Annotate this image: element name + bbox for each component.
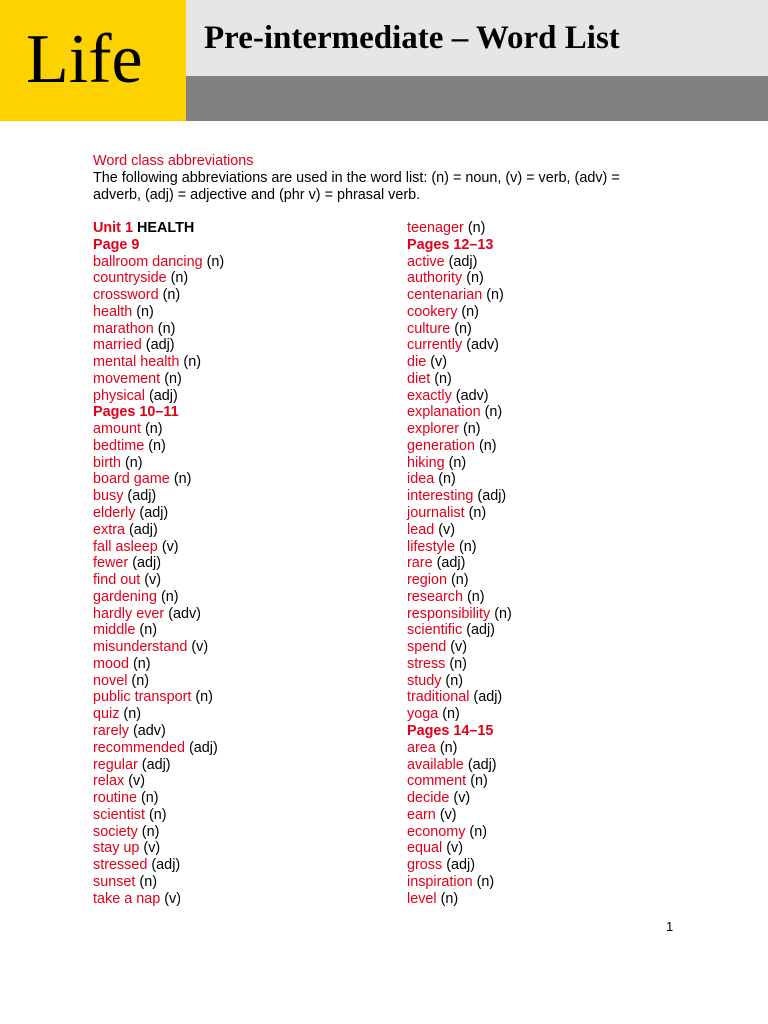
word: yoga [407,706,439,723]
word: rarely [93,722,129,739]
word-class: (n) [459,538,477,555]
word-class: (adj) [132,555,161,572]
word-class: (n) [467,588,485,605]
word-entry [407,471,707,488]
word-entry [407,840,707,857]
word-entry [93,673,393,690]
word: traditional [407,689,470,706]
word: journalist [407,505,465,522]
word-entry [93,706,393,723]
word-entry [93,505,393,522]
word-entry [407,790,707,807]
word-class: (n) [479,437,497,454]
word-class: (adj) [127,488,157,505]
word-class: (adj) [129,521,158,538]
word-class: (n) [162,287,181,304]
word-class: (adj) [149,387,178,404]
word: centenarian [407,287,483,304]
word: hiking [407,454,445,471]
word: earn [407,806,436,823]
page-header [0,0,768,121]
word-entry [93,874,393,891]
word: exactly [407,387,452,404]
word-entry [93,757,393,774]
word-class: (n) [467,220,486,236]
word-class: (n) [148,437,166,454]
word-class: (n) [183,354,201,371]
word: bedtime [93,437,145,454]
word-entry [407,488,707,505]
word: active [407,253,445,270]
word-class: (n) [125,454,143,471]
word-class: (adj) [151,857,181,874]
word-class: (adj) [466,622,495,639]
word: research [407,588,463,605]
word-class: (adv) [466,337,499,354]
word-entry [407,337,707,354]
word: stress [407,655,446,672]
word-entry [407,891,707,908]
word: sunset [93,873,136,890]
word-class: (n) [445,672,463,689]
unit-heading [93,220,393,237]
word-class: (adv) [455,387,489,404]
word-class: (v) [446,840,463,857]
word: scientific [407,622,463,639]
word: society [93,823,138,840]
word: extra [93,521,125,538]
word-entry [407,572,707,589]
word-entry [93,354,393,371]
word: lead [407,521,435,538]
word-class: (v) [144,572,161,589]
word-entry [407,287,707,304]
word-entry [93,723,393,740]
word: physical [93,387,145,404]
word: gardening [93,588,158,605]
word-class: (v) [161,538,179,555]
word-class: (n) [440,890,459,907]
word: idea [407,471,435,488]
word-class: (n) [468,505,487,522]
word-entry [407,321,707,338]
word-entry [407,857,707,874]
word: middle [93,622,136,639]
word: study [407,672,442,689]
word-class: (n) [136,303,154,320]
word: misunderstand [93,639,188,656]
section-heading-pages-12-13: Pages 12–13 [407,236,494,253]
word-class: (n) [484,404,503,421]
word-class: (n) [164,370,182,387]
word: available [407,756,464,773]
word-class: (v) [450,639,467,656]
word: equal [407,840,443,857]
word: routine [93,790,138,807]
word-entry [93,840,393,857]
word-class: (adj) [448,253,478,270]
word-class: (v) [128,773,145,790]
word: lifestyle [407,538,455,555]
intro-section [93,153,693,204]
word: scientist [93,806,145,823]
word: level [407,890,437,907]
word-entry [407,254,707,271]
word-list-left-column [93,220,393,907]
word-class: (n) [470,773,488,790]
word-entry [93,773,393,790]
word-entry [93,539,393,556]
word: cookery [407,303,458,320]
word-class: (adj) [467,756,497,773]
word-entry [93,388,393,405]
word-class: (n) [448,454,467,471]
word-entry [407,622,707,639]
word-entry [407,606,707,623]
word-class: (v) [191,639,209,656]
word: explorer [407,421,459,438]
logo-box [0,0,186,121]
word-entry [93,807,393,824]
word-entry [93,321,393,338]
logo: Life [26,21,143,98]
word-class: (n) [141,823,160,840]
word: rare [407,555,433,572]
word-class: (n) [449,655,467,672]
word-entry [93,287,393,304]
word: fall asleep [93,538,158,555]
word: health [93,303,133,320]
word: regular [93,756,138,773]
word-class: (n) [161,588,179,605]
word-class: (v) [453,790,471,807]
word-entry [93,589,393,606]
word-class: (v) [439,806,457,823]
word-entry [93,455,393,472]
word-class: (n) [442,706,460,723]
word: spend [407,639,447,656]
word: movement [93,370,161,387]
word-class: (v) [438,521,455,538]
abbreviations-text-line-2: adverb, (adj) = adjective and (phr v) = phrasal verb. [93,187,421,203]
word-entry [93,572,393,589]
word: gross [407,857,443,874]
word-entry [407,371,707,388]
word-class: (n) [451,572,469,589]
word-entry [407,689,707,706]
word-entry [407,555,707,572]
word: mental health [93,354,180,371]
word-class: (n) [195,689,213,706]
word-entry [407,270,707,287]
word-class: (adj) [139,505,169,522]
word-class: (adv) [132,722,166,739]
word-entry [407,354,707,371]
word-entry [93,488,393,505]
word: diet [407,370,431,387]
word: comment [407,773,467,790]
word: elderly [93,505,136,522]
word-entry [93,337,393,354]
abbreviations-text-line-1: The following abbreviations are used in the word list: (n) = noun, (v) = verb, (adv) = [93,170,620,186]
word: relax [93,773,125,790]
word-entry [93,421,393,438]
word: decide [407,790,450,807]
word-class: (v) [430,354,447,371]
word: explanation [407,404,481,421]
section-heading-pages-10-11: Pages 10–11 [93,404,179,421]
word: stressed [93,857,148,874]
word-entry [407,404,707,421]
word-entry [407,522,707,539]
word-class: (n) [148,806,167,823]
word: take a nap [93,890,161,907]
word-entry [407,773,707,790]
section-heading-pages-14-15: Pages 14–15 [407,722,494,739]
word-entry [407,388,707,405]
word-class: (adj) [145,337,175,354]
word-entry [93,656,393,673]
word-class: (adj) [436,555,466,572]
word-class: (adj) [141,756,171,773]
word-class: (n) [131,672,149,689]
word-class: (n) [139,622,157,639]
word: generation [407,437,476,454]
word-entry [407,539,707,556]
word-class: (n) [145,421,163,438]
word-class: (adv) [168,605,201,622]
word: birth [93,454,121,471]
word-entry [407,304,707,321]
word: busy [93,488,124,505]
word: crossword [93,287,159,304]
word-entry [93,790,393,807]
word-entry [93,891,393,908]
word-class: (v) [164,890,181,907]
page-number: 1 [666,919,674,934]
title-band [186,0,768,76]
word-class: (n) [461,303,479,320]
word-class: (n) [486,287,504,304]
word: public transport [93,689,192,706]
word-entry [93,254,393,271]
word: countryside [93,270,167,287]
word-entry [93,689,393,706]
word-entry [407,421,707,438]
word-entry [93,471,393,488]
word: novel [93,672,128,689]
word-entry [407,438,707,455]
page-title: Pre-intermediate – Word List [204,20,620,56]
section-heading-page-9: Page 9 [93,236,140,253]
word-entry [407,589,707,606]
word-entry [407,807,707,824]
word-class: (n) [476,873,495,890]
word-class: (adj) [477,488,507,505]
word-class: (n) [123,706,141,723]
word-class: (adj) [446,857,475,874]
word-entry [93,555,393,572]
word: find out [93,572,141,589]
word: quiz [93,706,120,723]
word-entry [93,639,393,656]
word-class: (n) [469,823,487,840]
word: fewer [93,555,129,572]
word: culture [407,320,451,337]
word-class: (n) [494,605,512,622]
header-grey-band [186,76,768,121]
word-entry [407,673,707,690]
word-class: (n) [141,790,159,807]
word: region [407,572,448,589]
word: economy [407,823,466,840]
word-class: (n) [133,655,151,672]
word-class: (n) [157,320,176,337]
word-class: (v) [143,840,161,857]
word: stay up [93,840,140,857]
word: currently [407,337,463,354]
word: teenager [407,220,464,236]
word-entry [407,824,707,841]
word-entry [407,874,707,891]
word-entry [407,656,707,673]
word-class: (n) [454,320,472,337]
word-class: (n) [173,471,192,488]
word-entry [407,455,707,472]
word: hardly ever [93,605,165,622]
word-entry [93,371,393,388]
word-class: (adj) [189,739,218,756]
word-entry [407,505,707,522]
word: area [407,739,436,756]
word-class: (n) [434,370,452,387]
word: responsibility [407,605,491,622]
word: board game [93,471,170,488]
word-list-right-column [407,220,707,907]
word-class: (n) [466,270,484,287]
word-entry [407,639,707,656]
word-class: (n) [206,253,225,270]
word-class: (n) [438,471,456,488]
word-entry [93,740,393,757]
word-class: (n) [439,739,458,756]
word: recommended [93,739,185,756]
word-entry [93,522,393,539]
word-entry [93,270,393,287]
word: mood [93,655,129,672]
word: inspiration [407,873,473,890]
word: die [407,354,427,371]
word: marathon [93,320,154,337]
unit-number: Unit 1 [93,220,133,236]
abbreviations-heading: Word class abbreviations [93,153,254,169]
word-entry [407,740,707,757]
word: married [93,337,142,354]
word-class: (n) [463,421,481,438]
word: ballroom dancing [93,253,203,270]
word-class: (n) [170,270,189,287]
word: interesting [407,488,474,505]
word-entry [93,606,393,623]
word-class: (n) [139,873,157,890]
word-class: (adj) [473,689,503,706]
word-entry [93,438,393,455]
word: authority [407,270,463,287]
word-entry [407,706,707,723]
word-entry [93,622,393,639]
word-entry [93,304,393,321]
word-entry [93,857,393,874]
word-entry [407,757,707,774]
word-entry [407,220,707,237]
word-entry [93,824,393,841]
unit-name: HEALTH [136,220,195,236]
word: amount [93,421,141,438]
